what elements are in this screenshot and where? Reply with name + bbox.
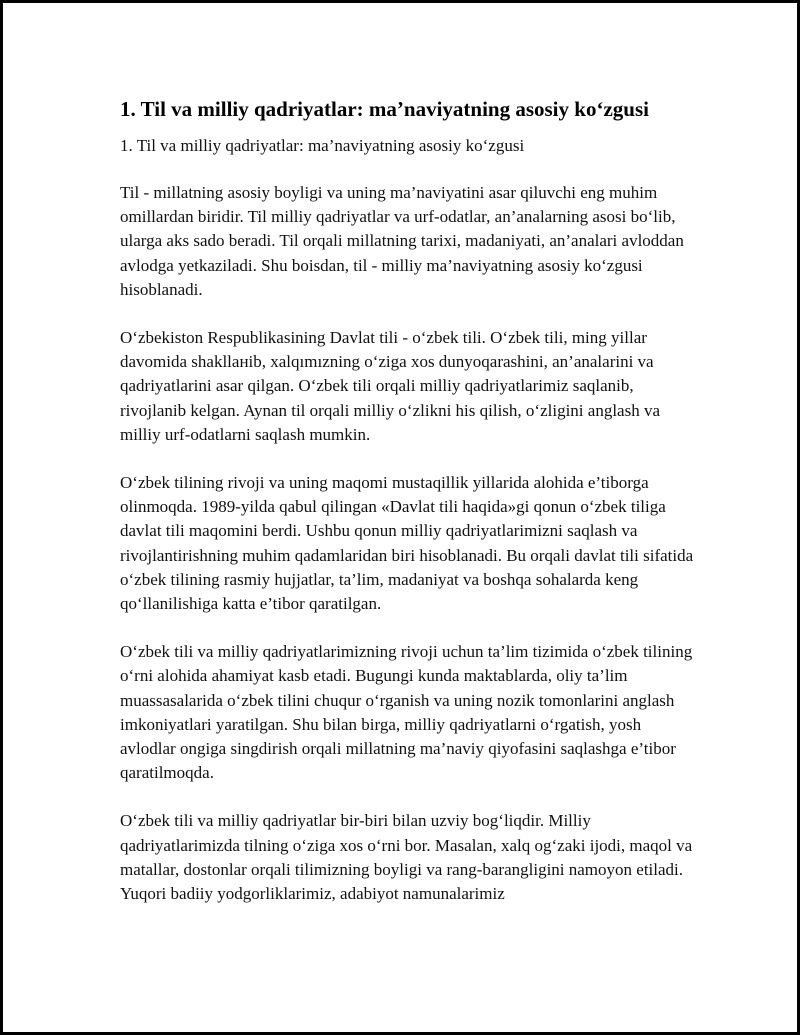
document-subheading: 1. Til va milliy qadriyatlar: ma’naviyatning asosiy ko‘zgusi [120, 136, 525, 155]
document-heading: 1. Til va milliy qadriyatlar: ma’naviyatning asosiy ko‘zgusi [120, 97, 649, 121]
paragraph-4: O‘zbek tili va milliy qadriyatlarimizning rivoji uchun ta’lim tizimida o‘zbek tilining o‘rni alohida ahamiyat kasb etadi. Bugungi kunda maktablarda, oliy ta’lim muassasalarida o‘zbek tilini chuqur o‘rganish va uning nozik tomonlarini anglash imkoniyatlari yaratilgan. Shu bilan birga, milliy qadriyatlarni o‘rgatish, yosh avlodlar ongiga singdirish orqali millatning ma’naviy qiyofasini saqlashga e’tibor qaratilmoqda. [120, 642, 693, 783]
paragraph-2: O‘zbekiston Respublikasining Davlat tili - o‘zbek tili. O‘zbek tili, ming yillar davomida shakllанib, xalqımızning o‘ziga xos dunyoqarashini, an’analarini va qadriyatlarini asar qilgan. O‘zbek tili orqali milliy qadriyatlarimiz saqlanib, rivojlanib kelgan. Aynan til orqali milliy o‘zlikni his qilish, o‘zligini anglash va milliy urf-odatlarni saqlash mumkin. [120, 328, 660, 444]
document-body [120, 95, 695, 906]
paragraph-1: Til - millatning asosiy boyligi va uning ma’naviyatini asar qiluvchi eng muhim omillardan biridir. Til milliy qadriyatlar va urf-odatlar, an’analarning asosi bo‘lib, ularga aks sado beradi. Til orqali millatning tarixi, madaniyati, an’analari avloddan avlodga yetkaziladi. Shu boisdan, til - milliy ma’naviyatning asosiy ko‘zgusi hisoblanadi. [120, 183, 684, 299]
paragraph-3: O‘zbek tilining rivoji va uning maqomi mustaqillik yillarida alohida e’tiborga olinmoqda. 1989-yilda qabul qilingan «Davlat tili haqida»gi qonun o‘zbek tiliga davlat tili maqomini berdi. Ushbu qonun milliy qadriyatlarimizni saqlash va rivojlantirishning muhim qadamlaridan biri hisoblanadi. Bu orqali davlat tili sifatida o‘zbek tilining rasmiy hujjatlar, ta’lim, madaniyat va boshqa sohalarda keng qo‘llanilishiga katta e’tibor qaratilgan. [120, 473, 694, 614]
paragraph-5: O‘zbek tili va milliy qadriyatlar bir-biri bilan uzviy bog‘liqdir. Milliy qadriyatlarimizda tilning o‘ziga xos o‘rni bor. Masalan, xalq og‘zaki ijodi, maqol va matallar, dostonlar orqali tilimizning boyligi va rang-barangligini namoyon etiladi. Yuqori badiiy yodgorliklarimiz, adabiyot namunalarimiz [120, 811, 693, 904]
